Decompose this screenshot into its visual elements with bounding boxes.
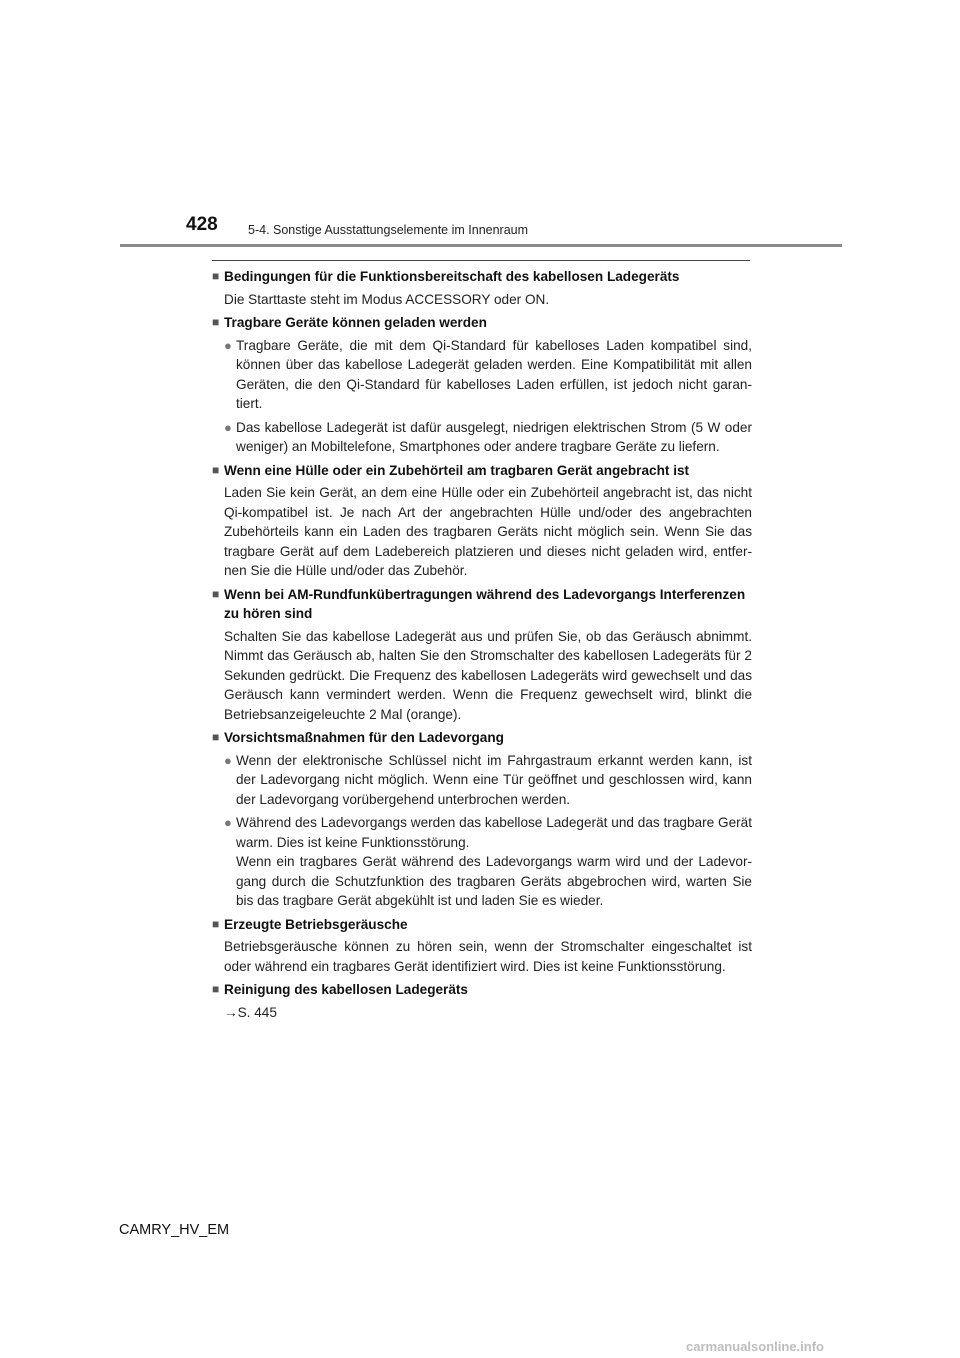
section-heading: ■ Vorsichtsmaßnahmen für den Ladevorgang (212, 728, 752, 748)
top-divider (212, 260, 750, 261)
square-marker-icon: ■ (212, 730, 220, 744)
square-marker-icon: ■ (212, 269, 220, 283)
section-body: Betriebsgeräusche können zu hören sein, wenn der Stromschalter eingeschaltet ist oder während ein tragbares Gerät identifiziert wird. Dies ist keine Funktionsstörung. (224, 939, 752, 974)
bullet-item: ● Tragbare Geräte, die mit dem Qi-Standard für kabelloses Laden kompatibel sind, können über das kabellose Ladegerät geladen werden. Eine Kompatibilität mit allen Geräten, die den Qi-Standard für kabelloses Laden erfüllen, ist jedoch nicht garan-tiert. (224, 336, 752, 414)
section-heading: ■ Tragbare Geräte können geladen werden (212, 313, 752, 333)
section-heading: ■ Bedingungen für die Funktionsbereitschaft des kabellosen Ladegeräts (212, 267, 752, 287)
header-rule (120, 244, 842, 247)
bullet-circle-icon: ● (224, 419, 232, 435)
bullet-circle-icon: ● (224, 337, 232, 353)
square-marker-icon: ■ (212, 586, 220, 601)
section-heading: ■ Wenn bei AM-Rundfunkübertragungen während des Ladevorgangs Interferenzen zu hören sind (212, 585, 752, 624)
section-heading: ■ Erzeugte Betriebsgeräusche (212, 915, 752, 935)
page-number: 428 (186, 214, 218, 235)
square-marker-icon: ■ (212, 916, 220, 931)
page-reference-link[interactable]: →S. 445 (224, 1004, 277, 1020)
section-heading: ■ Wenn eine Hülle oder ein Zubehörteil am tragbaren Gerät angebracht ist (212, 461, 752, 481)
square-marker-icon: ■ (212, 982, 220, 996)
bullet-item: ● Während des Ladevorgangs werden das kabellose Ladegerät und das tragbare Gerät warm. Dies ist keine Funktionsstörung. Wenn ein tragbares Gerät während des Ladevorgangs warm wird und der Ladevor-gang durch die Schutzfunktion des tragbaren Geräts abgebrochen wird, warten Sie bis das tragbare Gerät abgekühlt ist und laden Sie es wieder. (224, 813, 752, 911)
bullet-item: ● Wenn der elektronische Schlüssel nicht im Fahrgastraum erkannt werden kann, ist der Ladevorgang nicht möglich. Wenn eine Tür geöffnet und geschlossen wird, kann der Ladevorgang vorübergehend unterbrochen werden. (224, 751, 752, 810)
square-marker-icon: ■ (212, 462, 220, 477)
section-body: Schalten Sie das kabellose Ladegerät aus und prüfen Sie, ob das Geräusch abnimmt. Nimmt das Geräusch ab, halten Sie den Stromschalter des kabellosen Ladegeräts für 2 Sekunden gedrückt. Die Frequenz des kabellosen Ladegeräts wird gewechselt und das Geräusch kann vermindert werden. Wenn die Frequenz gewechselt wird, blinkt die Betriebsanzeigeleuchte 2 Mal (orange). (224, 628, 752, 722)
watermark: carmanualsonline.info (686, 1339, 824, 1354)
section-heading: ■ Reinigung des kabellosen Ladegeräts (212, 980, 752, 1000)
square-marker-icon: ■ (212, 315, 220, 329)
document-code: CAMRY_HV_EM (119, 1222, 230, 1238)
section-body: Die Starttaste steht im Modus ACCESSORY oder ON. (224, 291, 550, 307)
bullet-item: ● Das kabellose Ladegerät ist dafür ausgelegt, niedrigen elektrischen Strom (5 W oder weniger) an Mobiltelefone, Smartphones oder andere tragbare Geräte zu liefern. (224, 418, 752, 457)
manual-content (212, 267, 752, 1022)
bullet-circle-icon: ● (224, 752, 232, 768)
section-body: Laden Sie kein Gerät, an dem eine Hülle oder ein Zubehörteil angebracht ist, das nicht Qi-kompatibel ist. Je nach Art der angebrachten Hülle und/oder des angebrachten Zubehörteils kann ein Laden des tragbaren Geräts nicht möglich sein. Wenn Sie das tragbare Gerät auf dem Ladebereich platzieren und dieses nicht geladen wird, entfer-nen Sie die Hülle und/oder das Zubehör. (224, 485, 752, 578)
chapter-title: 5-4. Sonstige Ausstattungselemente im Innenraum (248, 223, 529, 237)
bullet-circle-icon: ● (224, 815, 232, 830)
